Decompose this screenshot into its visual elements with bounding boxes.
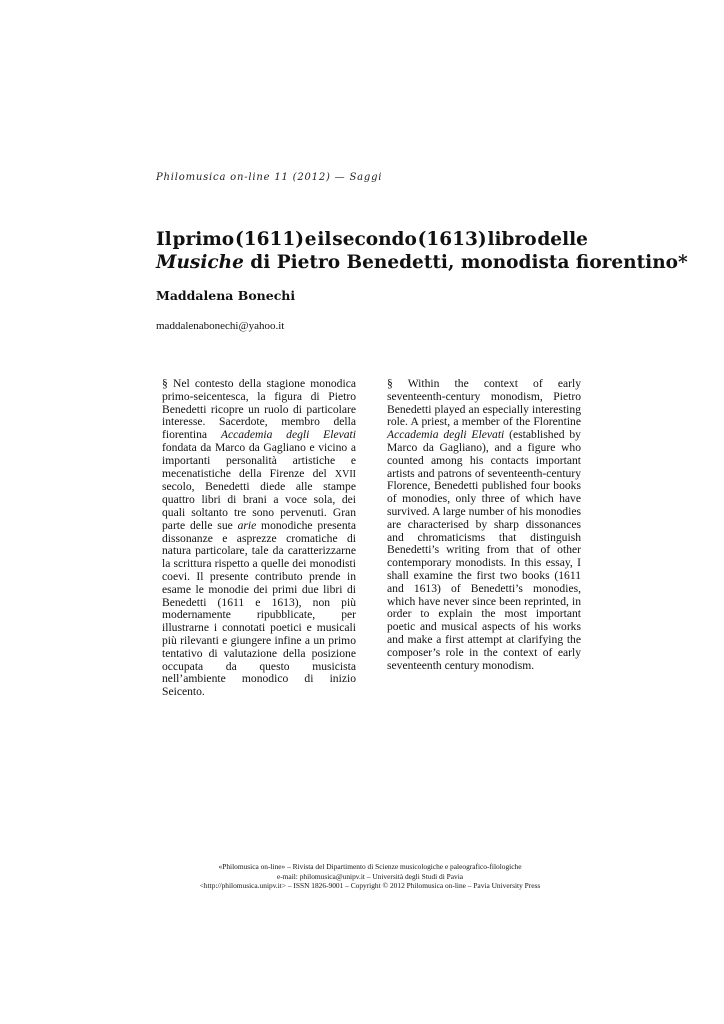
abstract-italic: Accademia degli Elevati: [220, 428, 356, 442]
abstract-italian: [162, 378, 356, 699]
title-word: secondo: [332, 229, 417, 250]
abstract-text: § Within the context of early seventeenth-century monodism, Pietro Benedetti played an especially interesting role. A priest, a member of the Florentine: [387, 377, 581, 429]
title-word: il: [317, 229, 332, 250]
abstract-italic: arie: [237, 518, 257, 532]
title-word: (1611): [234, 229, 304, 250]
title-word: Il: [156, 229, 172, 250]
title-word: delle: [537, 229, 588, 250]
abstract-text: fondata da Marco da Gagliano e vicino a importanti personalità artistiche e mecenatistiche della Firenze del: [162, 440, 356, 480]
abstract-italic: Accademia degli Elevati: [387, 428, 505, 442]
century-smallcaps: XVII: [334, 468, 356, 480]
title-rest: di Pietro Benedetti, monodista fiorentino*: [243, 252, 688, 273]
title-line-1: [156, 228, 588, 251]
footer-line: «Philomusica on-line» – Rivista del Dipartimento di Scienze musicologiche e paleografico-filologiche: [218, 862, 522, 871]
journal-header: Philomusica on-line 11 (2012) — Saggi: [156, 172, 383, 183]
abstract-english: [387, 378, 581, 672]
abstract-text: secolo, Benedetti diede alle stampe quattro libri di brani a voce sola, dei quali soltanto tre sono pervenuti. Gran parte delle sue: [162, 480, 356, 532]
footer-email-line: e-mail: philomusica@unipv.it – Università degli Studi di Pavia: [276, 871, 464, 881]
title-word: primo: [172, 229, 235, 250]
title-word: e: [304, 229, 317, 250]
title-word: (1613): [417, 229, 487, 250]
author-name: Maddalena Bonechi: [156, 288, 296, 303]
abstract-text: monodiche presenta dissonanze e asprezze cromatiche di natura particolare, tale da caratterizzarne la scrittura rispetto a quelle dei monodisti coevi. Il presente contributo prende in esame le monodie dei primi due libri di Benedetti (1611 e 1613), non più modernamente ripubblicate, per illustrarne i connotati poetici e musicali più rilevanti e giungere infine a un primo tentativo di valutazione della posizione occupata da questo musicista nell’ambiente monodico di inizio Seicento.: [162, 518, 356, 699]
page-footer: [100, 862, 640, 891]
author-email[interactable]: maddalenabonechi@yahoo.it: [156, 320, 285, 332]
title-word: libro: [487, 229, 537, 250]
title-line-2: [156, 251, 688, 274]
article-title: [156, 228, 688, 274]
footer-url-line: <http://philomusica.unipv.it> – ISSN 1826-9001 – Copyright © 2012 Philomusica on-line – Pavia University Press: [199, 881, 541, 891]
abstract-text: (established by Marco da Gagliano), and a figure who counted among his contacts important artists and patrons of seventeenth-century Florence, Benedetti published four books of monodies, only three of which have survived. A large number of his monodies are characterised by sharp dissonances and chromaticisms that distinguish Benedetti’s writing from that of other contemporary monodists. In this essay, I shall examine the first two books (1611 and 1613) of Benedetti’s monodies, which have never since been reprinted, in order to explain the most important poetic and musical aspects of his works and make a first attempt at clarifying the composer’s role in the context of early seventeenth century monodism.: [387, 428, 581, 672]
title-italic: Musiche: [156, 252, 244, 273]
abstract-text: § Nel contesto della stagione monodica primo-seicentesca, la figura di Pietro Benedetti ricopre un ruolo di particolare interesse. Sacerdote, membro della fiorentina: [162, 377, 356, 442]
